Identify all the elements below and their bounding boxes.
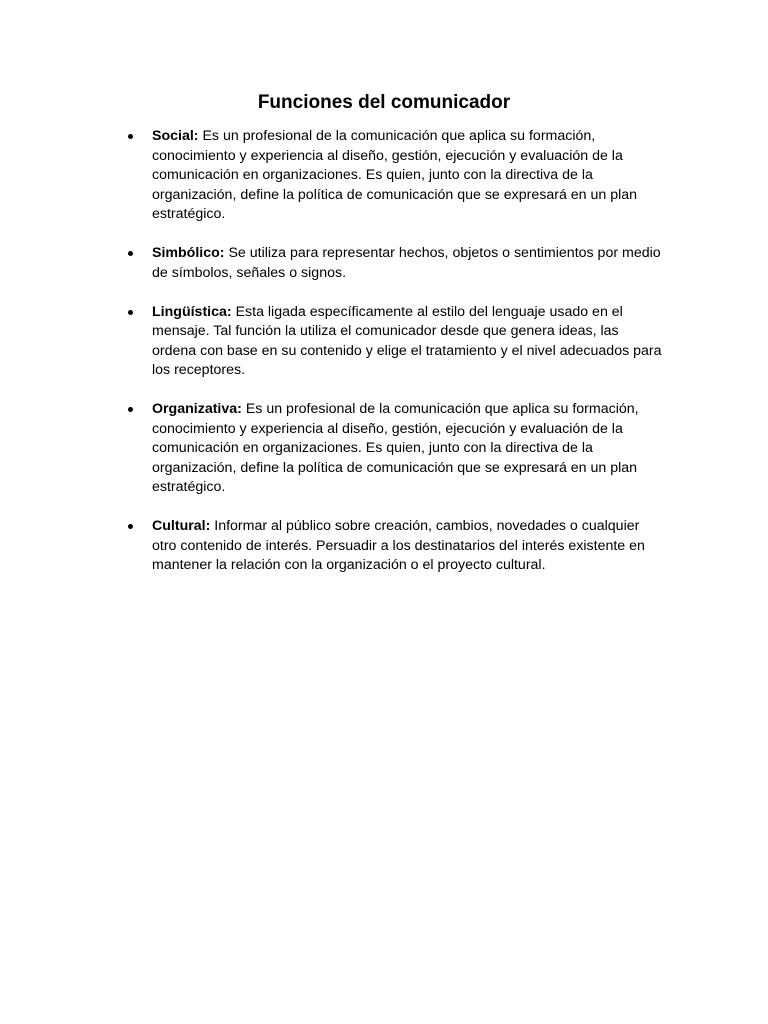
item-term: Social: xyxy=(152,128,199,144)
functions-list xyxy=(125,127,665,595)
item-term: Lingüística: xyxy=(152,303,232,320)
bullet-icon xyxy=(128,134,133,139)
list-item-simbolico xyxy=(125,244,665,283)
page-title: Funciones del comunicador xyxy=(257,92,511,113)
item-text: Informar al público sobre creación, cambios, novedades o cualquier otro contenido de interés. Persuadir a los destinatarios del interés existente en mantener la relación con la organización o el proyecto cultural. xyxy=(152,518,645,573)
bullet-icon xyxy=(128,407,133,412)
item-text: Esta ligada específicamente al estilo del lenguaje usado en el mensaje. Tal función la utiliza el comunicador desde que genera ideas, las ordena con base en su contenido y elige el tratamiento y el nivel adecuados para los receptores. xyxy=(152,303,662,378)
bullet-icon xyxy=(128,251,133,256)
bullet-icon xyxy=(128,524,133,529)
list-item-linguistica xyxy=(125,303,665,381)
list-item-cultural xyxy=(125,517,665,576)
item-term: Cultural: xyxy=(152,518,211,534)
item-term: Organizativa: xyxy=(152,401,242,417)
list-item-organizativa xyxy=(125,400,665,498)
item-text: Es un profesional de la comunicación que aplica su formación, conocimiento y experiencia al diseño, gestión, ejecución y evaluación de la comunicación en organizaciones. Es quien, junto con la directiva de la organización, define la política de comunicación que se expresará en un plan estratégico. xyxy=(152,128,638,222)
item-text: Es un profesional de la comunicación que aplica su formación, conocimiento y experiencia al diseño, gestión, ejecución y evaluación de la comunicación en organizaciones. Es quien, junto con la directiva de la organización, define la política de comunicación que se expresará en un plan estratégico. xyxy=(152,401,639,495)
list-item-social xyxy=(125,127,665,225)
bullet-icon xyxy=(128,310,133,315)
item-text: Se utiliza para representar hechos, objetos o sentimientos por medio de símbolos, señales o signos. xyxy=(152,245,661,281)
item-term: Simbólico: xyxy=(152,245,225,261)
